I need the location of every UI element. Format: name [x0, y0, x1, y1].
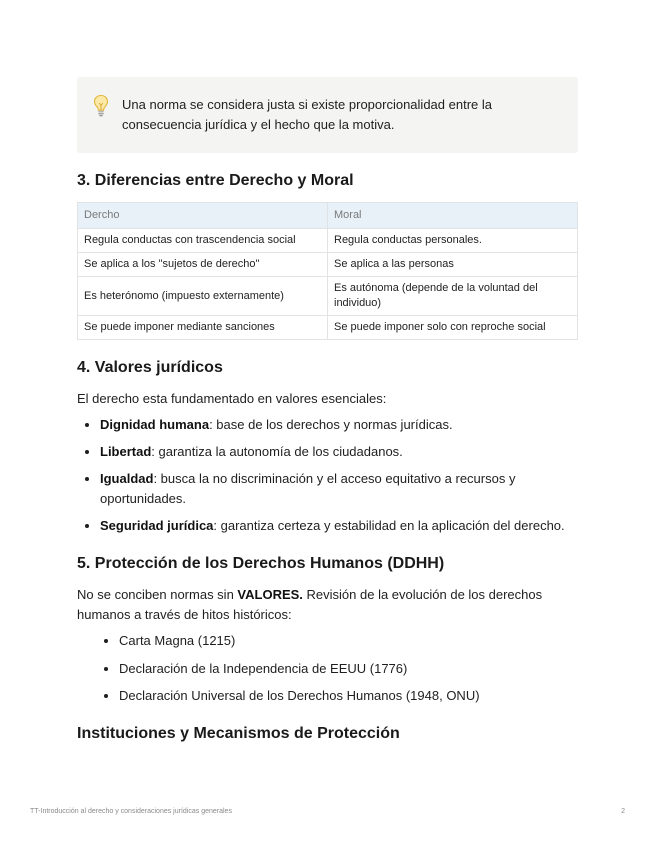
value-term: Igualdad: [100, 471, 154, 486]
callout-box: [77, 77, 578, 153]
section-3-title: 3. Diferencias entre Derecho y Moral: [77, 172, 354, 189]
callout-text: Una norma se considera justa si existe proporcionalidad entre la consecuencia jurídica y el hecho que la motiva.: [122, 97, 492, 132]
list-item: [100, 469, 578, 509]
intro-bold: VALORES.: [237, 587, 303, 602]
column-header-derecho: Dercho: [78, 203, 328, 229]
page-footer: [30, 807, 625, 817]
value-term: Libertad: [100, 444, 152, 459]
table-row: [78, 316, 578, 340]
list-item: • Declaración de la Independencia de EEUU (1776): [119, 659, 578, 679]
comparison-table: [77, 202, 578, 340]
table-cell: Regula conductas personales.: [328, 229, 578, 253]
table-cell: Es autónoma (depende de la voluntad del individuo): [328, 277, 578, 316]
section-4-intro: El derecho esta fundamentado en valores esenciales:: [77, 391, 387, 406]
list-item: [100, 442, 578, 462]
table-row: [78, 253, 578, 277]
milestones-list: [77, 631, 578, 706]
table-row: [78, 229, 578, 253]
page-number: 2: [621, 808, 625, 815]
list-item: [100, 516, 578, 536]
document-page: [77, 77, 578, 755]
section-5-intro: [77, 585, 578, 625]
footer-title: TT-Introducción al derecho y consideraciones jurídicas generales: [30, 808, 232, 815]
table-cell: Se puede imponer solo con reproche social: [328, 316, 578, 340]
section-4-title: 4. Valores jurídicos: [77, 359, 223, 376]
section-6-title: Instituciones y Mecanismos de Protección: [77, 725, 400, 742]
intro-text-rest: Revisión de la evolución de los derechos humanos a través de hitos históricos:: [77, 587, 543, 622]
list-item: • Carta Magna (1215): [119, 631, 578, 651]
values-list: [77, 415, 578, 536]
section-5-title: 5. Protección de los Derechos Humanos (DDHH): [77, 555, 445, 572]
list-item: [100, 415, 578, 435]
value-description: : garantiza certeza y estabilidad en la aplicación del derecho.: [213, 518, 565, 533]
lightbulb-icon: [93, 94, 109, 118]
table-cell: Se aplica a los "sujetos de derecho": [78, 253, 328, 277]
value-term: Dignidad humana: [100, 417, 210, 432]
table-cell: Se puede imponer mediante sanciones: [78, 316, 328, 340]
table-header-row: [78, 203, 578, 229]
table-cell: Regula conductas con trascendencia social: [78, 229, 328, 253]
table-row: [78, 277, 578, 316]
value-description: : base de los derechos y normas jurídicas.: [209, 417, 453, 432]
list-item: • Declaración Universal de los Derechos Humanos (1948, ONU): [119, 686, 578, 706]
table-cell: Es heterónomo (impuesto externamente): [78, 277, 328, 316]
value-description: : busca la no discriminación y el acceso equitativo a recursos y oportunidades.: [100, 471, 516, 506]
intro-text: No se conciben normas sin: [77, 587, 238, 602]
table-cell: Se aplica a las personas: [328, 253, 578, 277]
value-term: Seguridad jurídica: [100, 518, 214, 533]
value-description: : garantiza la autonomía de los ciudadanos.: [151, 444, 403, 459]
column-header-moral: Moral: [328, 203, 578, 229]
